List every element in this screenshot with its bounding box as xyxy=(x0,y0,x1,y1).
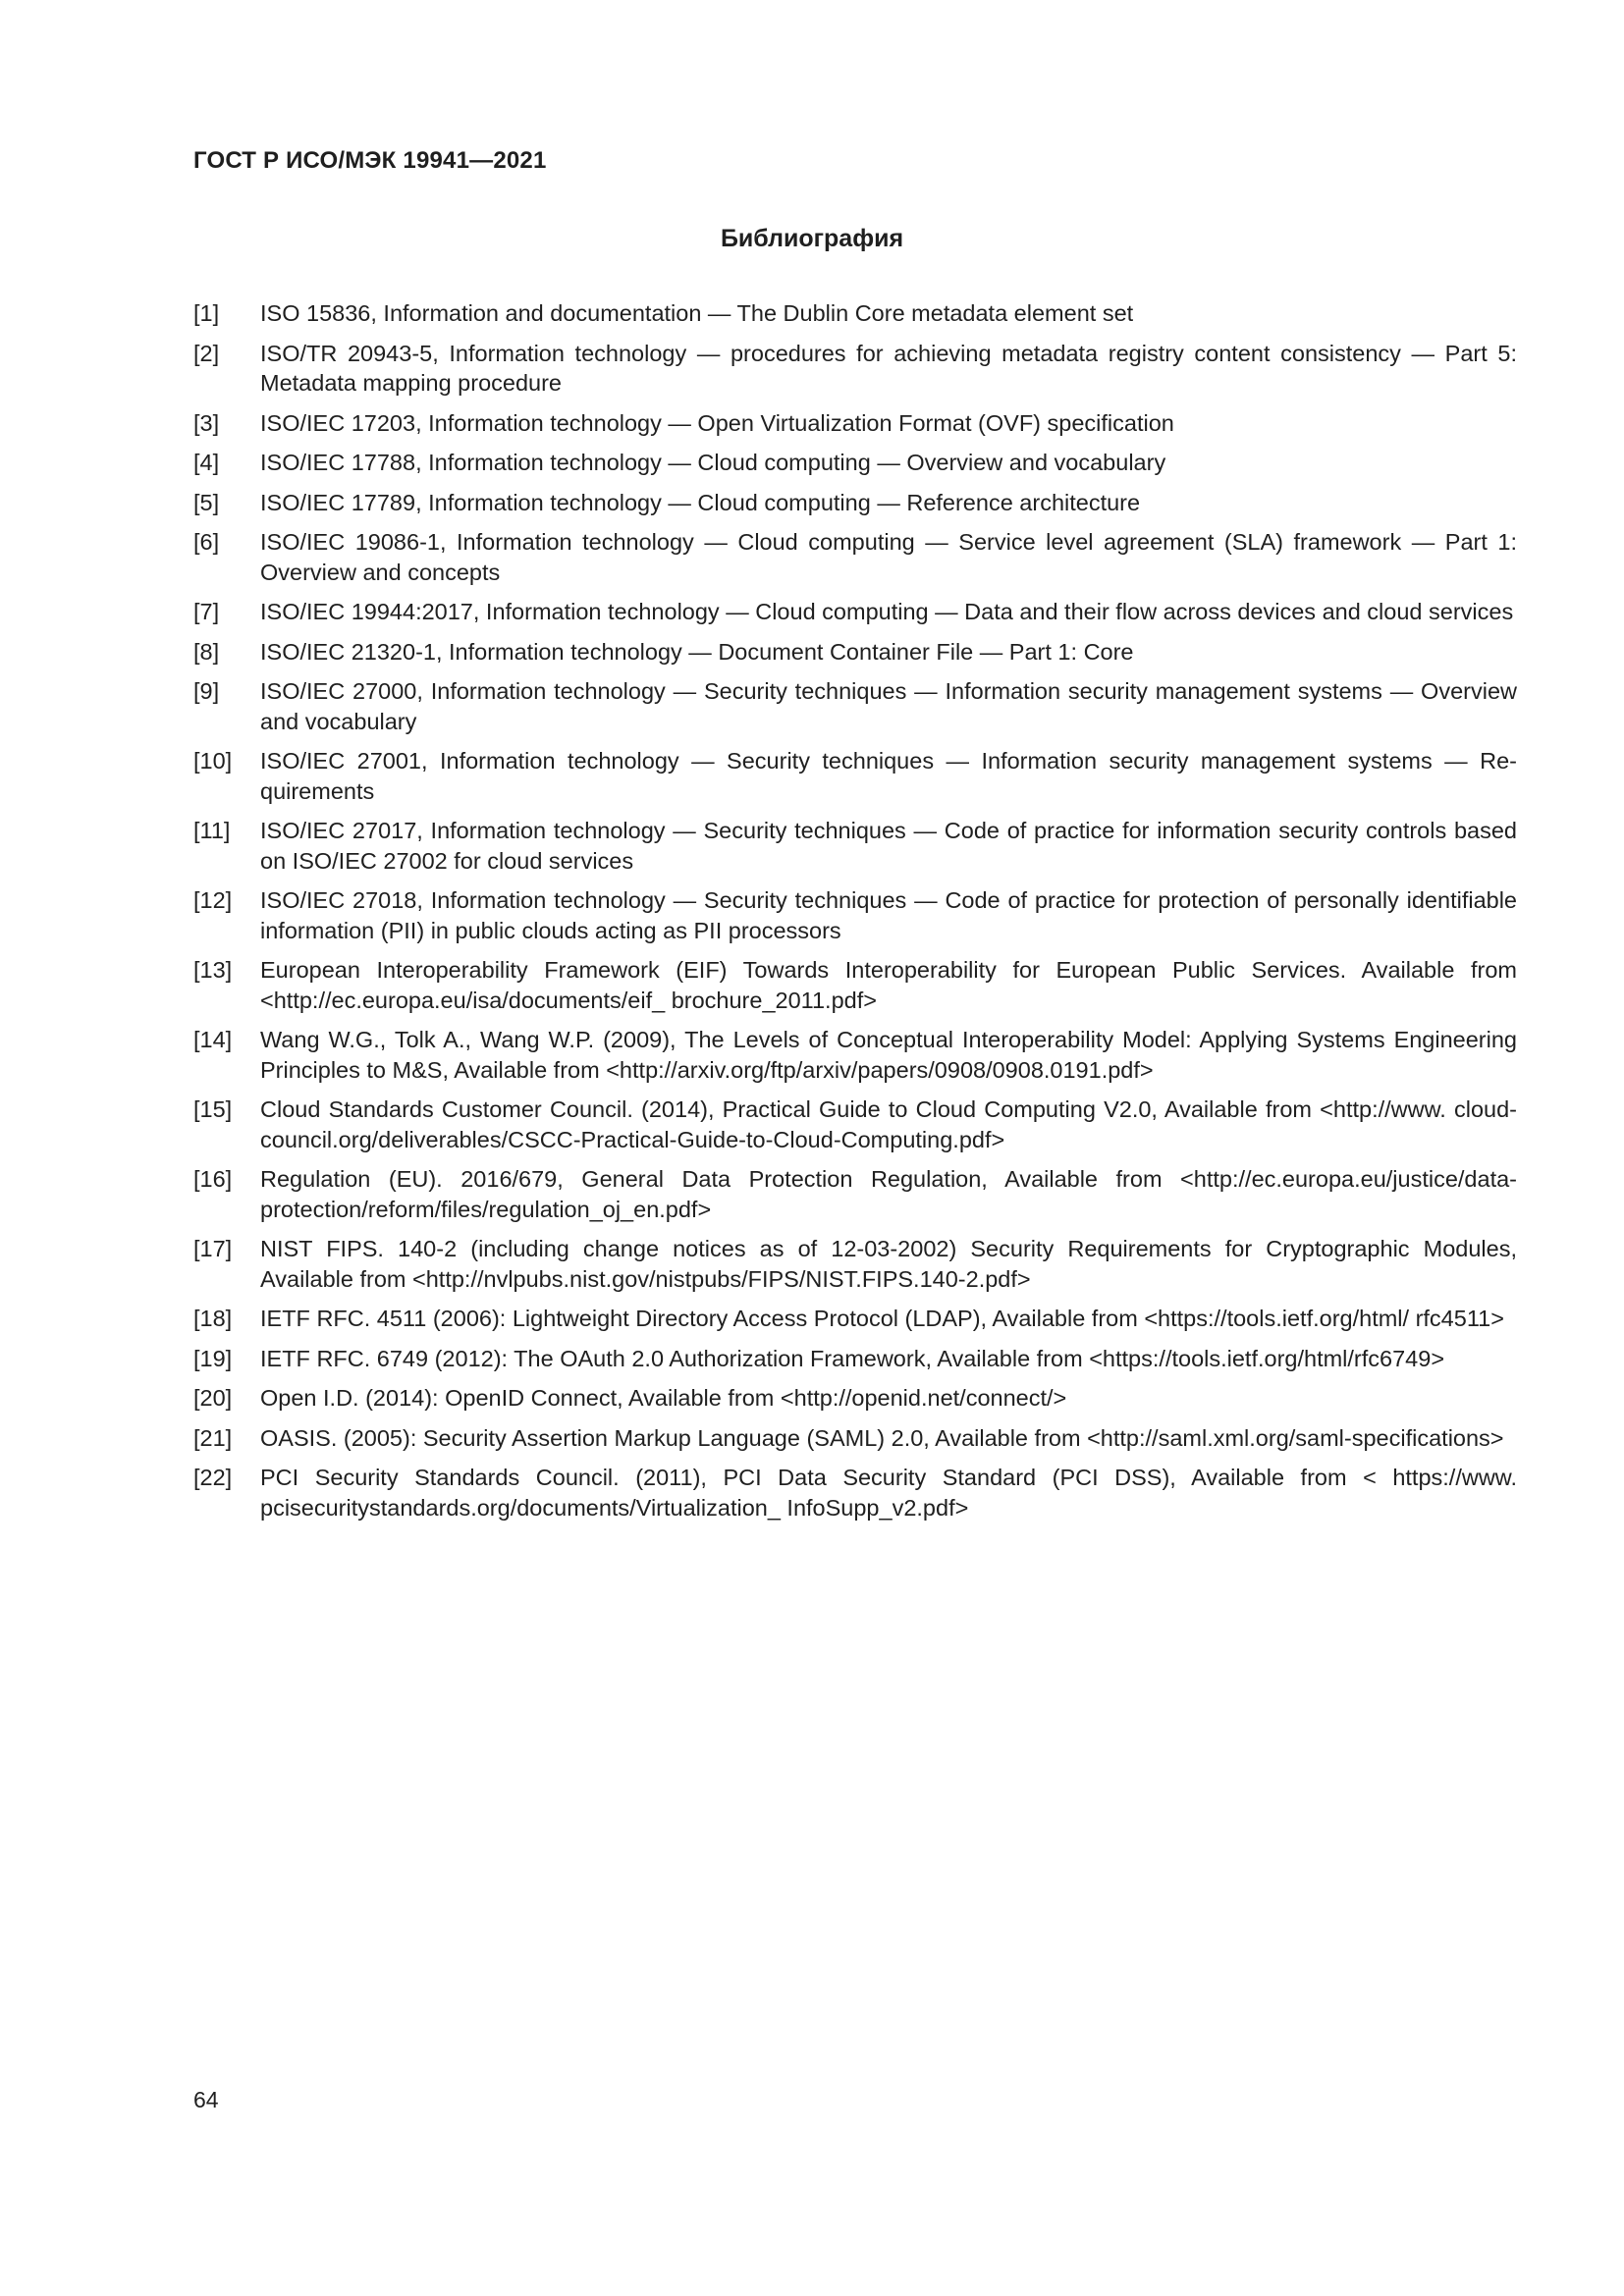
bibliography-entry xyxy=(193,1304,1517,1334)
entry-text: ISO/IEC 17788, Information technology — Cloud computing — Overview and vocabulary xyxy=(260,450,1166,475)
entry-text: OASIS. (2005): Security Assertion Markup Language (SAML) 2.0, Available from <http://saml.xml.org/saml-specifications> xyxy=(260,1424,1504,1451)
entry-number: [3] xyxy=(193,409,220,436)
entry-number: [21] xyxy=(193,1424,233,1451)
entry-text: NIST FIPS. 140-2 (including change notices as of 12-03-2002) Security Requirements for Cryptographic Modules, Available from <http://nvlpubs.nist.gov/nistpubs/FIPS/NIST.FIPS.140-2.pdf> xyxy=(260,1236,1517,1292)
entry-number: [7] xyxy=(193,599,220,624)
entry-text: Wang W.G., Tolk A., Wang W.P. (2009), The Levels of Conceptual Interoperability Model: Applying Systems Engineering Principles to M&S, Available from <http://arxiv.org/ftp/arxiv/papers/0908/0908.0191.pdf> xyxy=(260,1027,1517,1083)
entry-text: IETF RFC. 6749 (2012): The OAuth 2.0 Authorization Framework, Available from <https://tools.ietf.org/html/rfc6749> xyxy=(260,1345,1445,1371)
bibliography-entry xyxy=(193,527,1517,587)
entry-number: [4] xyxy=(193,450,220,475)
entry-number: [18] xyxy=(193,1306,233,1331)
entry-text: ISO/IEC 17789, Information technology — Cloud computing — Reference architecture xyxy=(260,489,1141,515)
entry-text: ISO/IEC 19086-1, Information technology — Cloud computing — Service level agreement (SLA) framework — Part 1: Overview and concepts xyxy=(260,529,1517,585)
entry-number: [5] xyxy=(193,489,220,515)
entry-text: ISO/IEC 21320-1, Information technology — Document Container File — Part 1: Core xyxy=(260,638,1134,665)
entry-number: [13] xyxy=(193,957,233,983)
entry-text: Cloud Standards Customer Council. (2014), Practical Guide to Cloud Computing V2.0, Available from <http://www. cloud-council.org/deliverables/CSCC-Practical-Guide-to-Cloud-Computing.pdf> xyxy=(260,1096,1517,1152)
entry-number: [1] xyxy=(193,300,220,326)
entry-number: [2] xyxy=(193,340,220,366)
page-number: 64 xyxy=(193,2087,219,2112)
bibliography-entry xyxy=(193,298,1517,329)
bibliography-list xyxy=(193,298,1517,1532)
entry-text: ISO/TR 20943-5, Information technology — procedures for achieving metadata registry content consistency — Part 5: Metadata mapping procedure xyxy=(260,340,1517,396)
entry-number: [12] xyxy=(193,887,233,913)
bibliography-entry xyxy=(193,637,1517,667)
bibliography-entry xyxy=(193,955,1517,1015)
bibliography-entry xyxy=(193,1234,1517,1294)
entry-number: [11] xyxy=(193,818,231,843)
entry-number: [6] xyxy=(193,529,220,555)
bibliography-entry xyxy=(193,1463,1517,1522)
entry-number: [22] xyxy=(193,1465,233,1490)
bibliography-entry xyxy=(193,1164,1517,1224)
bibliography-entry xyxy=(193,597,1517,627)
bibliography-entry xyxy=(193,1383,1517,1414)
entry-text: ISO/IEC 27001, Information technology — Security techniques — Information security management systems — Requirements xyxy=(260,748,1517,804)
entry-number: [16] xyxy=(193,1166,233,1192)
bibliography-entry xyxy=(193,1423,1517,1454)
entry-number: [9] xyxy=(193,678,220,704)
bibliography-entry xyxy=(193,676,1517,736)
entry-text: ISO/IEC 27018, Information technology — Security techniques — Code of practice for protection of personally identifiable information (PII) in public clouds acting as PII processors xyxy=(260,887,1517,943)
bibliography-entry xyxy=(193,1344,1517,1374)
bibliography-entry xyxy=(193,488,1517,518)
entry-number: [19] xyxy=(193,1345,233,1371)
bibliography-entry xyxy=(193,885,1517,945)
entry-number: [8] xyxy=(193,638,220,665)
bibliography-entry xyxy=(193,816,1517,876)
bibliography-entry xyxy=(193,746,1517,806)
bibliography-entry xyxy=(193,448,1517,478)
entry-text: PCI Security Standards Council. (2011), PCI Data Security Standard (PCI DSS), Available from < https://www. pcisecuritystandards.org/documents/Virtualization_ InfoSupp_v2.pdf> xyxy=(260,1465,1517,1521)
entry-text: IETF RFC. 4511 (2006): Lightweight Directory Access Protocol (LDAP), Available from <https://tools.ietf.org/html/ rfc4511> xyxy=(260,1306,1504,1331)
bibliography-entry xyxy=(193,339,1517,399)
entry-text: ISO/IEC 27017, Information technology — Security techniques — Code of practice for information security controls based on ISO/IEC 27002 for cloud services xyxy=(260,818,1517,874)
bibliography-entry xyxy=(193,408,1517,439)
entry-number: [10] xyxy=(193,748,233,774)
bibliography-entry xyxy=(193,1095,1517,1154)
entry-text: Regulation (EU). 2016/679, General Data Protection Regulation, Available from <http://ec.europa.eu/justice/data-protection/reform/files/regulation_oj_en.pdf> xyxy=(260,1166,1517,1222)
entry-text: ISO/IEC 17203, Information technology — Open Virtualization Format (OVF) specification xyxy=(260,409,1174,436)
bibliography-entry xyxy=(193,1025,1517,1085)
bibliography-title: Библиография xyxy=(720,225,904,252)
entry-text: ISO/IEC 19944:2017, Information technology — Cloud computing — Data and their flow across devices and cloud services xyxy=(260,599,1514,624)
document-header: ГОСТ Р ИСО/МЭК 19941—2021 xyxy=(193,147,547,174)
entry-text: ISO/IEC 27000, Information technology — Security techniques — Information security management systems — Overview and vocabulary xyxy=(260,678,1517,734)
entry-number: [20] xyxy=(193,1385,233,1411)
entry-text: Open I.D. (2014): OpenID Connect, Available from <http://openid.net/connect/> xyxy=(260,1385,1067,1411)
entry-text: ISO 15836, Information and documentation — The Dublin Core metadata element set xyxy=(260,300,1134,326)
entry-text: European Interoperability Framework (EIF) Towards Interoperability for European Public Services. Available from <http://ec.europa.eu/isa/documents/eif_ brochure_2011.pdf> xyxy=(260,957,1517,1013)
entry-number: [14] xyxy=(193,1027,233,1052)
entry-number: [17] xyxy=(193,1236,233,1261)
entry-number: [15] xyxy=(193,1096,233,1122)
